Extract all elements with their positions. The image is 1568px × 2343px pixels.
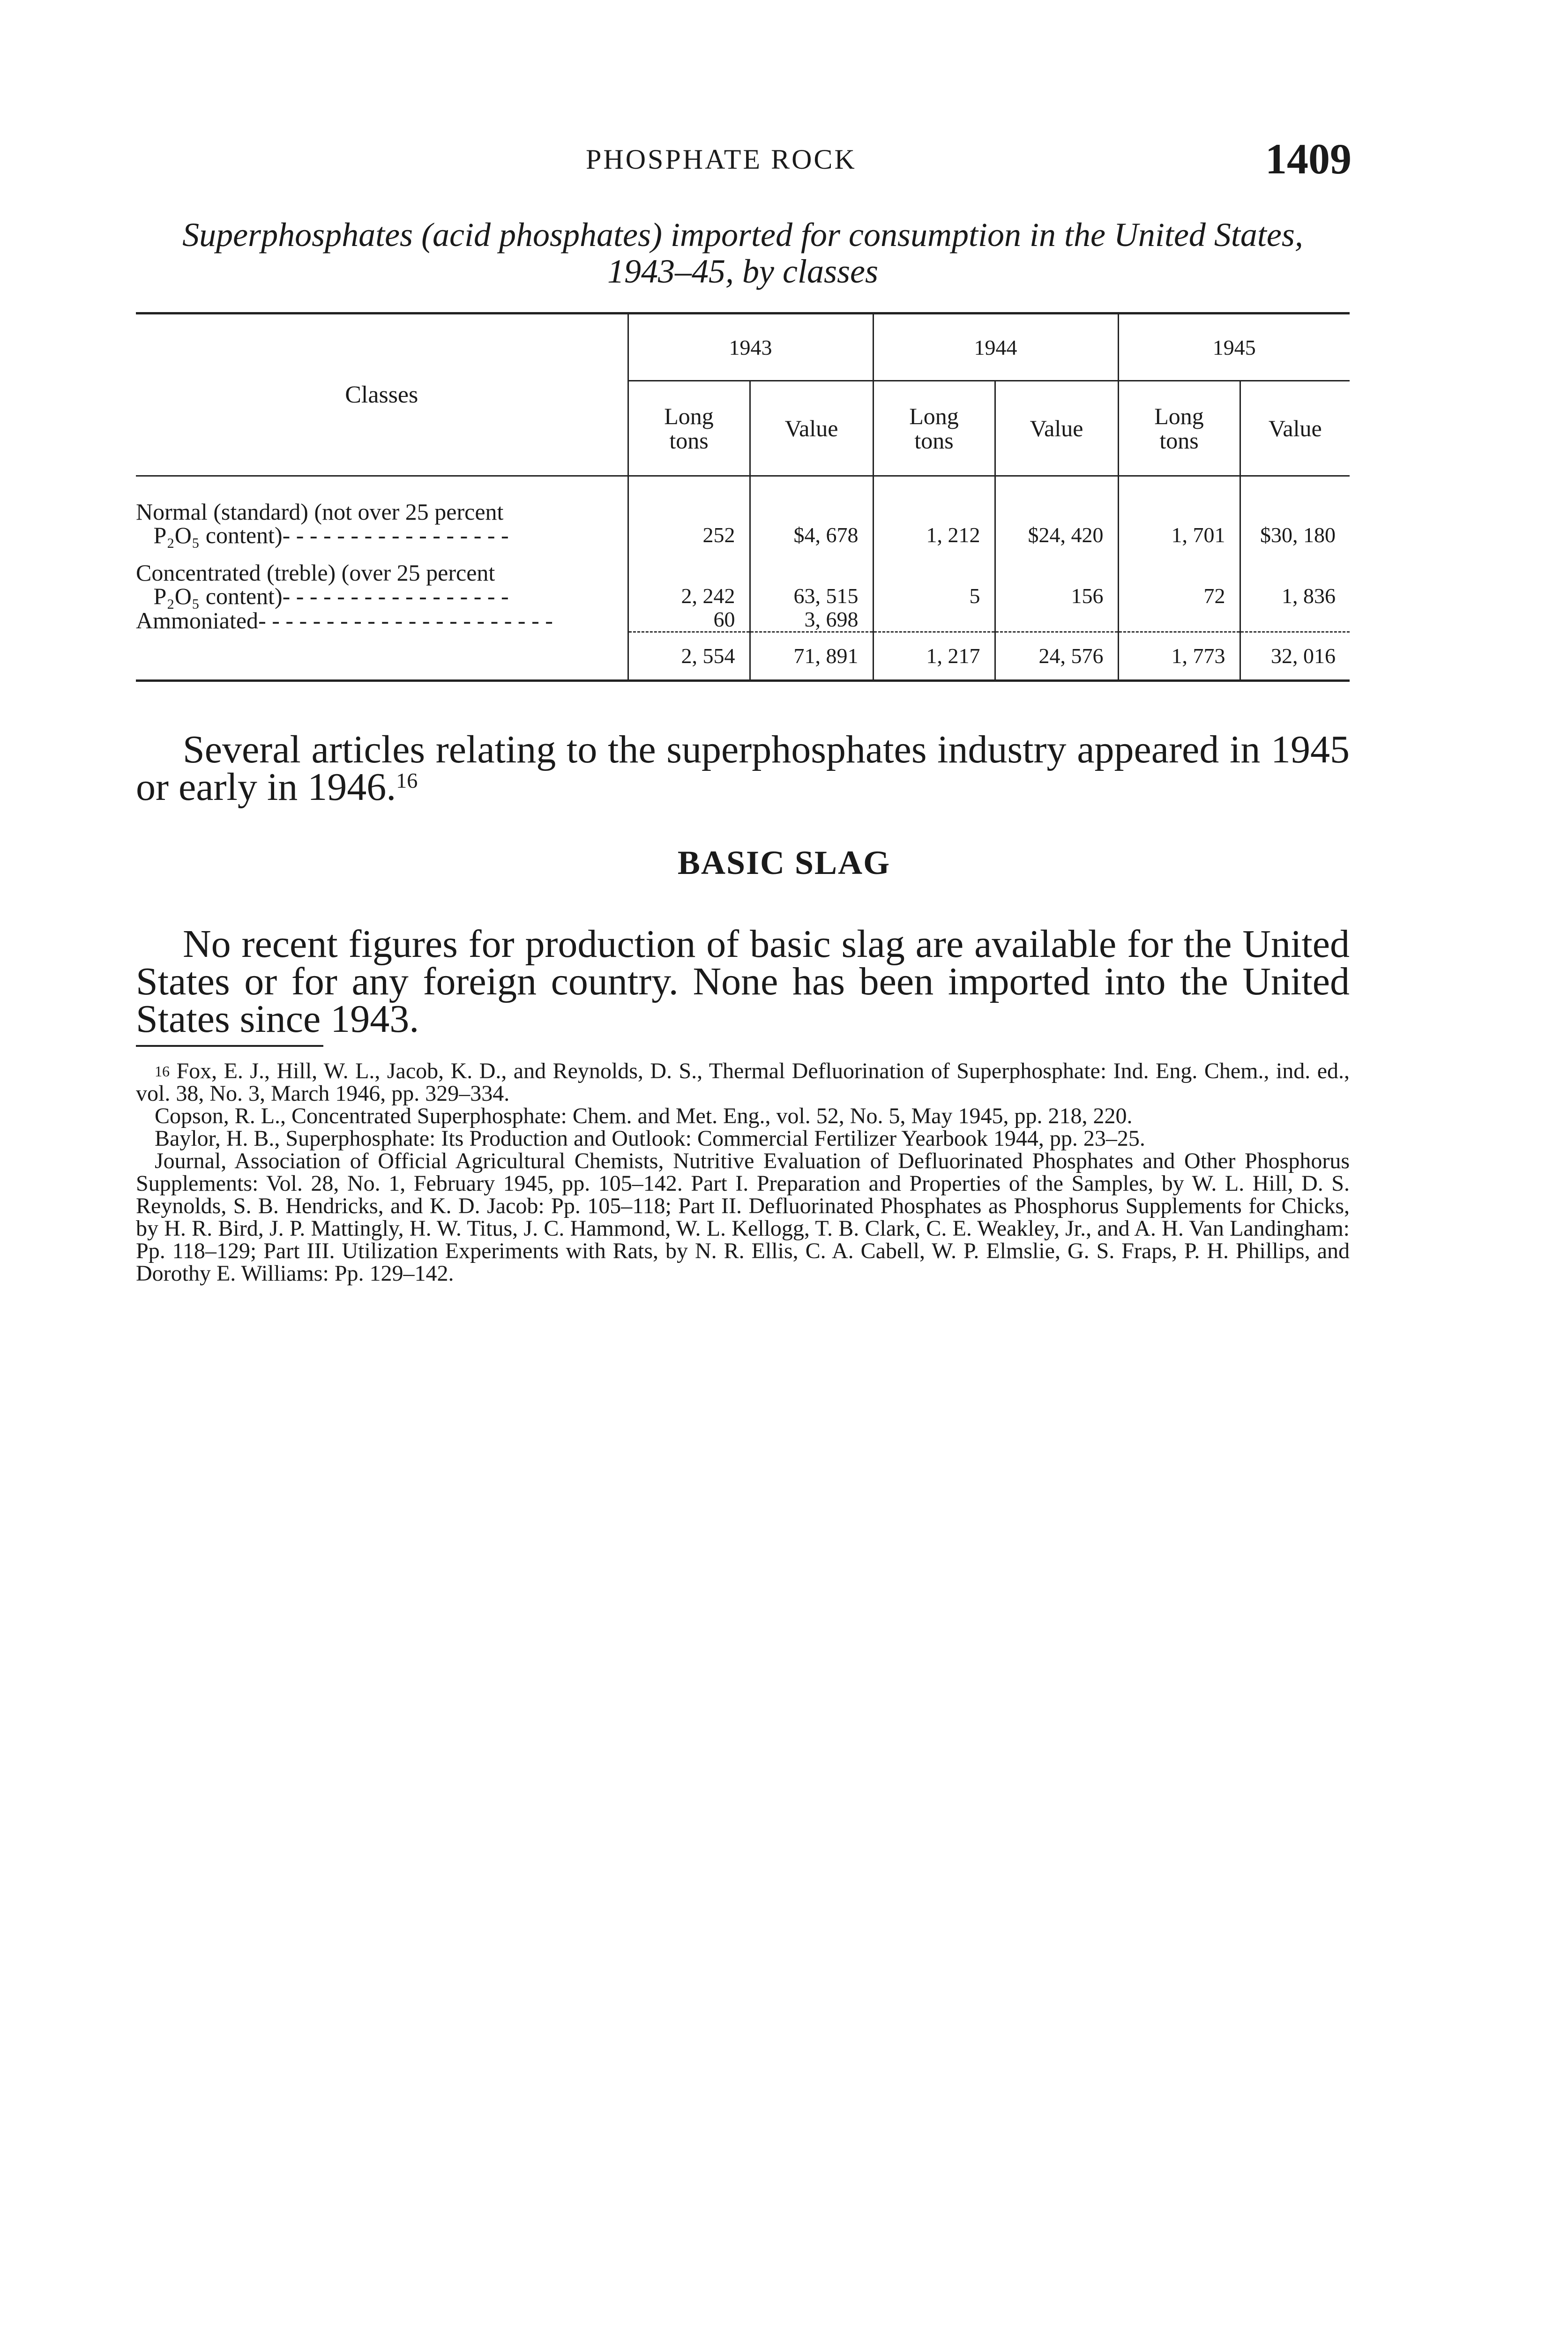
long-tons-header: Long tons	[873, 381, 995, 476]
table-row	[136, 500, 1350, 547]
totals-row	[136, 633, 1350, 681]
table-cell	[995, 608, 1118, 632]
total-cell: 24, 576	[995, 633, 1118, 681]
value-header: Value	[750, 381, 873, 476]
running-head-title: PHOSPHATE ROCK	[586, 144, 857, 175]
table-row	[136, 608, 1350, 632]
total-cell: 32, 016	[1240, 633, 1350, 681]
page-number: 1409	[1265, 135, 1351, 183]
long-tons-header: Long tons	[628, 381, 750, 476]
table-cell: 1, 701	[1118, 500, 1240, 547]
year-header-1945: 1945	[1118, 314, 1350, 381]
total-cell: 1, 217	[873, 633, 995, 681]
footnote-ref: 16	[396, 769, 418, 792]
footnote: Baylor, H. B., Superphosphate: Its Production and Outlook: Commercial Fertilizer Yearbook 1944, pp. 23–25.	[155, 1126, 1145, 1151]
value-header: Value	[1240, 381, 1350, 476]
section-heading: BASIC SLAG	[677, 844, 891, 881]
table-cell: 156	[995, 561, 1118, 608]
value-header: Value	[995, 381, 1118, 476]
row-label: Concentrated (treble) (over 25 percent P₂O₅ content)- - - - - - - - - - - - - - - - -	[136, 560, 509, 609]
caption-line-2: 1943–45, by classes	[607, 253, 878, 290]
classes-header: Classes	[345, 381, 418, 408]
table-caption	[136, 216, 1350, 290]
table-cell	[1240, 608, 1350, 632]
long-tons-header: Long tons	[1118, 381, 1240, 476]
footnote: $^{16}$ Fox, E. J., Hill, W. L., Jacob, K. D., and Reynolds, D. S., Thermal Defluorination of Superphosphate: Ind. Eng. Chem., ind. ed., vol. 38, No. 3, March 1946, pp. 329–334.	[136, 1059, 1350, 1106]
table-cell: $4, 678	[750, 500, 873, 547]
total-cell: 71, 891	[750, 633, 873, 681]
imports-table	[136, 312, 1350, 682]
table-cell: 2, 242	[628, 561, 750, 608]
footnote: Copson, R. L., Concentrated Superphosphate: Chem. and Met. Eng., vol. 52, No. 5, May 1945, pp. 218, 220.	[155, 1104, 1133, 1128]
table-cell: 60	[628, 608, 750, 632]
footnote-rule	[136, 1045, 323, 1047]
running-head	[0, 134, 1568, 181]
row-label: Ammoniated- - - - - - - - - - - - - - - - - - - - - -	[136, 607, 553, 634]
table-row	[136, 561, 1350, 608]
table-cell	[1118, 608, 1240, 632]
paragraph-superphosphates: Several articles relating to the superphosphates industry appeared in 1945 or early in 1946.16	[136, 728, 1350, 809]
year-header-1943: 1943	[628, 314, 873, 381]
table-cell: $30, 180	[1240, 500, 1350, 547]
footnote: Journal, Association of Official Agricultural Chemists, Nutritive Evaluation of Defluorinated Phosphates and Other Phosphorus Supplements: Vol. 28, No. 1, February 1945, pp. 105–142. Part I. Preparation and Properties of the Samples, by W. L. Hill, D. S. Reynolds, S. B. Hendricks, and K. D. Jacob: Pp. 105–118; Part II. Defluorinated Phosphates as Phosphorus Supplements for Chicks, by H. R. Bird, J. P. Mattingly, H. W. Titus, J. C. Hammond, W. L. Kellogg, T. B. Clark, C. E. Weakley, Jr., and A. H. Van Landingham: Pp. 118–129; Part III. Utilization Experiments with Rats, by N. R. Ellis, C. A. Cabell, W. P. Elmslie, G. S. Fraps, P. H. Phillips, and Dorothy E. Williams: Pp. 129–142.	[136, 1149, 1350, 1286]
table-cell: 72	[1118, 561, 1240, 608]
caption-line-1: Superphosphates (acid phosphates) imported for consumption in the United States,	[182, 216, 1303, 254]
table-cell: 252	[628, 500, 750, 547]
year-header-1944: 1944	[873, 314, 1118, 381]
paragraph-basic-slag: No recent figures for production of basic slag are available for the United States or for any foreign country. None has been imported into the United States since 1943.	[136, 922, 1350, 1041]
table-cell: $24, 420	[995, 500, 1118, 547]
table-cell: 5	[873, 561, 995, 608]
table-cell	[873, 608, 995, 632]
table-cell: 1, 836	[1240, 561, 1350, 608]
table-cell: 3, 698	[750, 608, 873, 632]
footnotes	[136, 1060, 1350, 1285]
total-cell: 1, 773	[1118, 633, 1240, 681]
row-label: Normal (standard) (not over 25 percent P₂O₅ content)- - - - - - - - - - - - - - - - -	[136, 499, 509, 548]
table-cell: 63, 515	[750, 561, 873, 608]
table-cell: 1, 212	[873, 500, 995, 547]
total-cell: 2, 554	[628, 633, 750, 681]
